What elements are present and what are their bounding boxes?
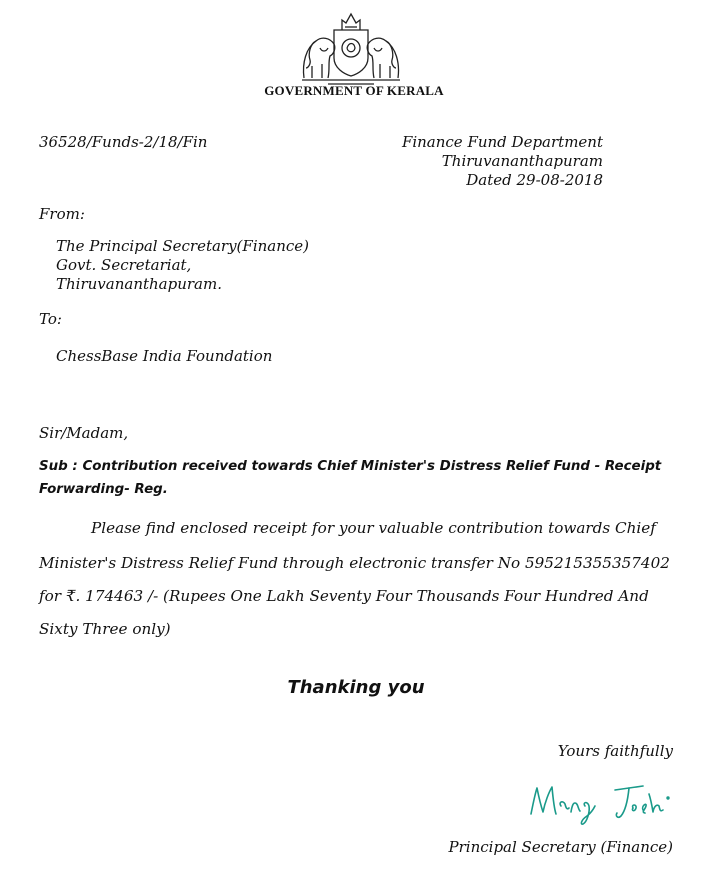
government-heading: GOVERNMENT OF KERALA (264, 83, 444, 98)
body-line: Minister's Distress Relief Fund through electronic transfer No 595215355357402 (39, 554, 670, 572)
subject-line: Sub : Contribution received towards Chief Minister's Distress Relief Fund - Receipt Forwarding- Reg. (39, 459, 662, 497)
from-label: From: (39, 205, 85, 223)
recipient-name: ChessBase India Foundation (56, 347, 273, 365)
signatory-designation: Principal Secretary (Finance) (448, 838, 673, 856)
from-address (56, 237, 309, 294)
to-label: To: (39, 310, 62, 328)
sender-address-block (402, 133, 603, 190)
from-line: Thiruvananthapuram. (56, 275, 222, 293)
salutation: Sir/Madam, (39, 424, 129, 442)
thanking-line: Thanking you (287, 677, 425, 698)
date-line: Dated 29-08-2018 (466, 171, 603, 189)
department-name: Finance Fund Department (401, 133, 603, 151)
body-line: Sixty Three only) (39, 620, 171, 638)
yours-faithfully: Yours faithfully (557, 742, 673, 760)
from-line: Govt. Secretariat, (56, 256, 192, 274)
from-line: The Principal Secretary(Finance) (56, 237, 310, 255)
body-line: for ₹. 174463 /- (Rupees One Lakh Seventy Four Thousands Four Hundred And (39, 587, 649, 605)
handwritten-signature (525, 776, 675, 828)
city-name: Thiruvananthapuram (441, 152, 603, 170)
kerala-state-emblem-icon (298, 8, 404, 86)
reference-number: 36528/Funds-2/18/Fin (39, 133, 208, 151)
body-line: Please find enclosed receipt for your valuable contribution towards Chief (91, 519, 656, 537)
